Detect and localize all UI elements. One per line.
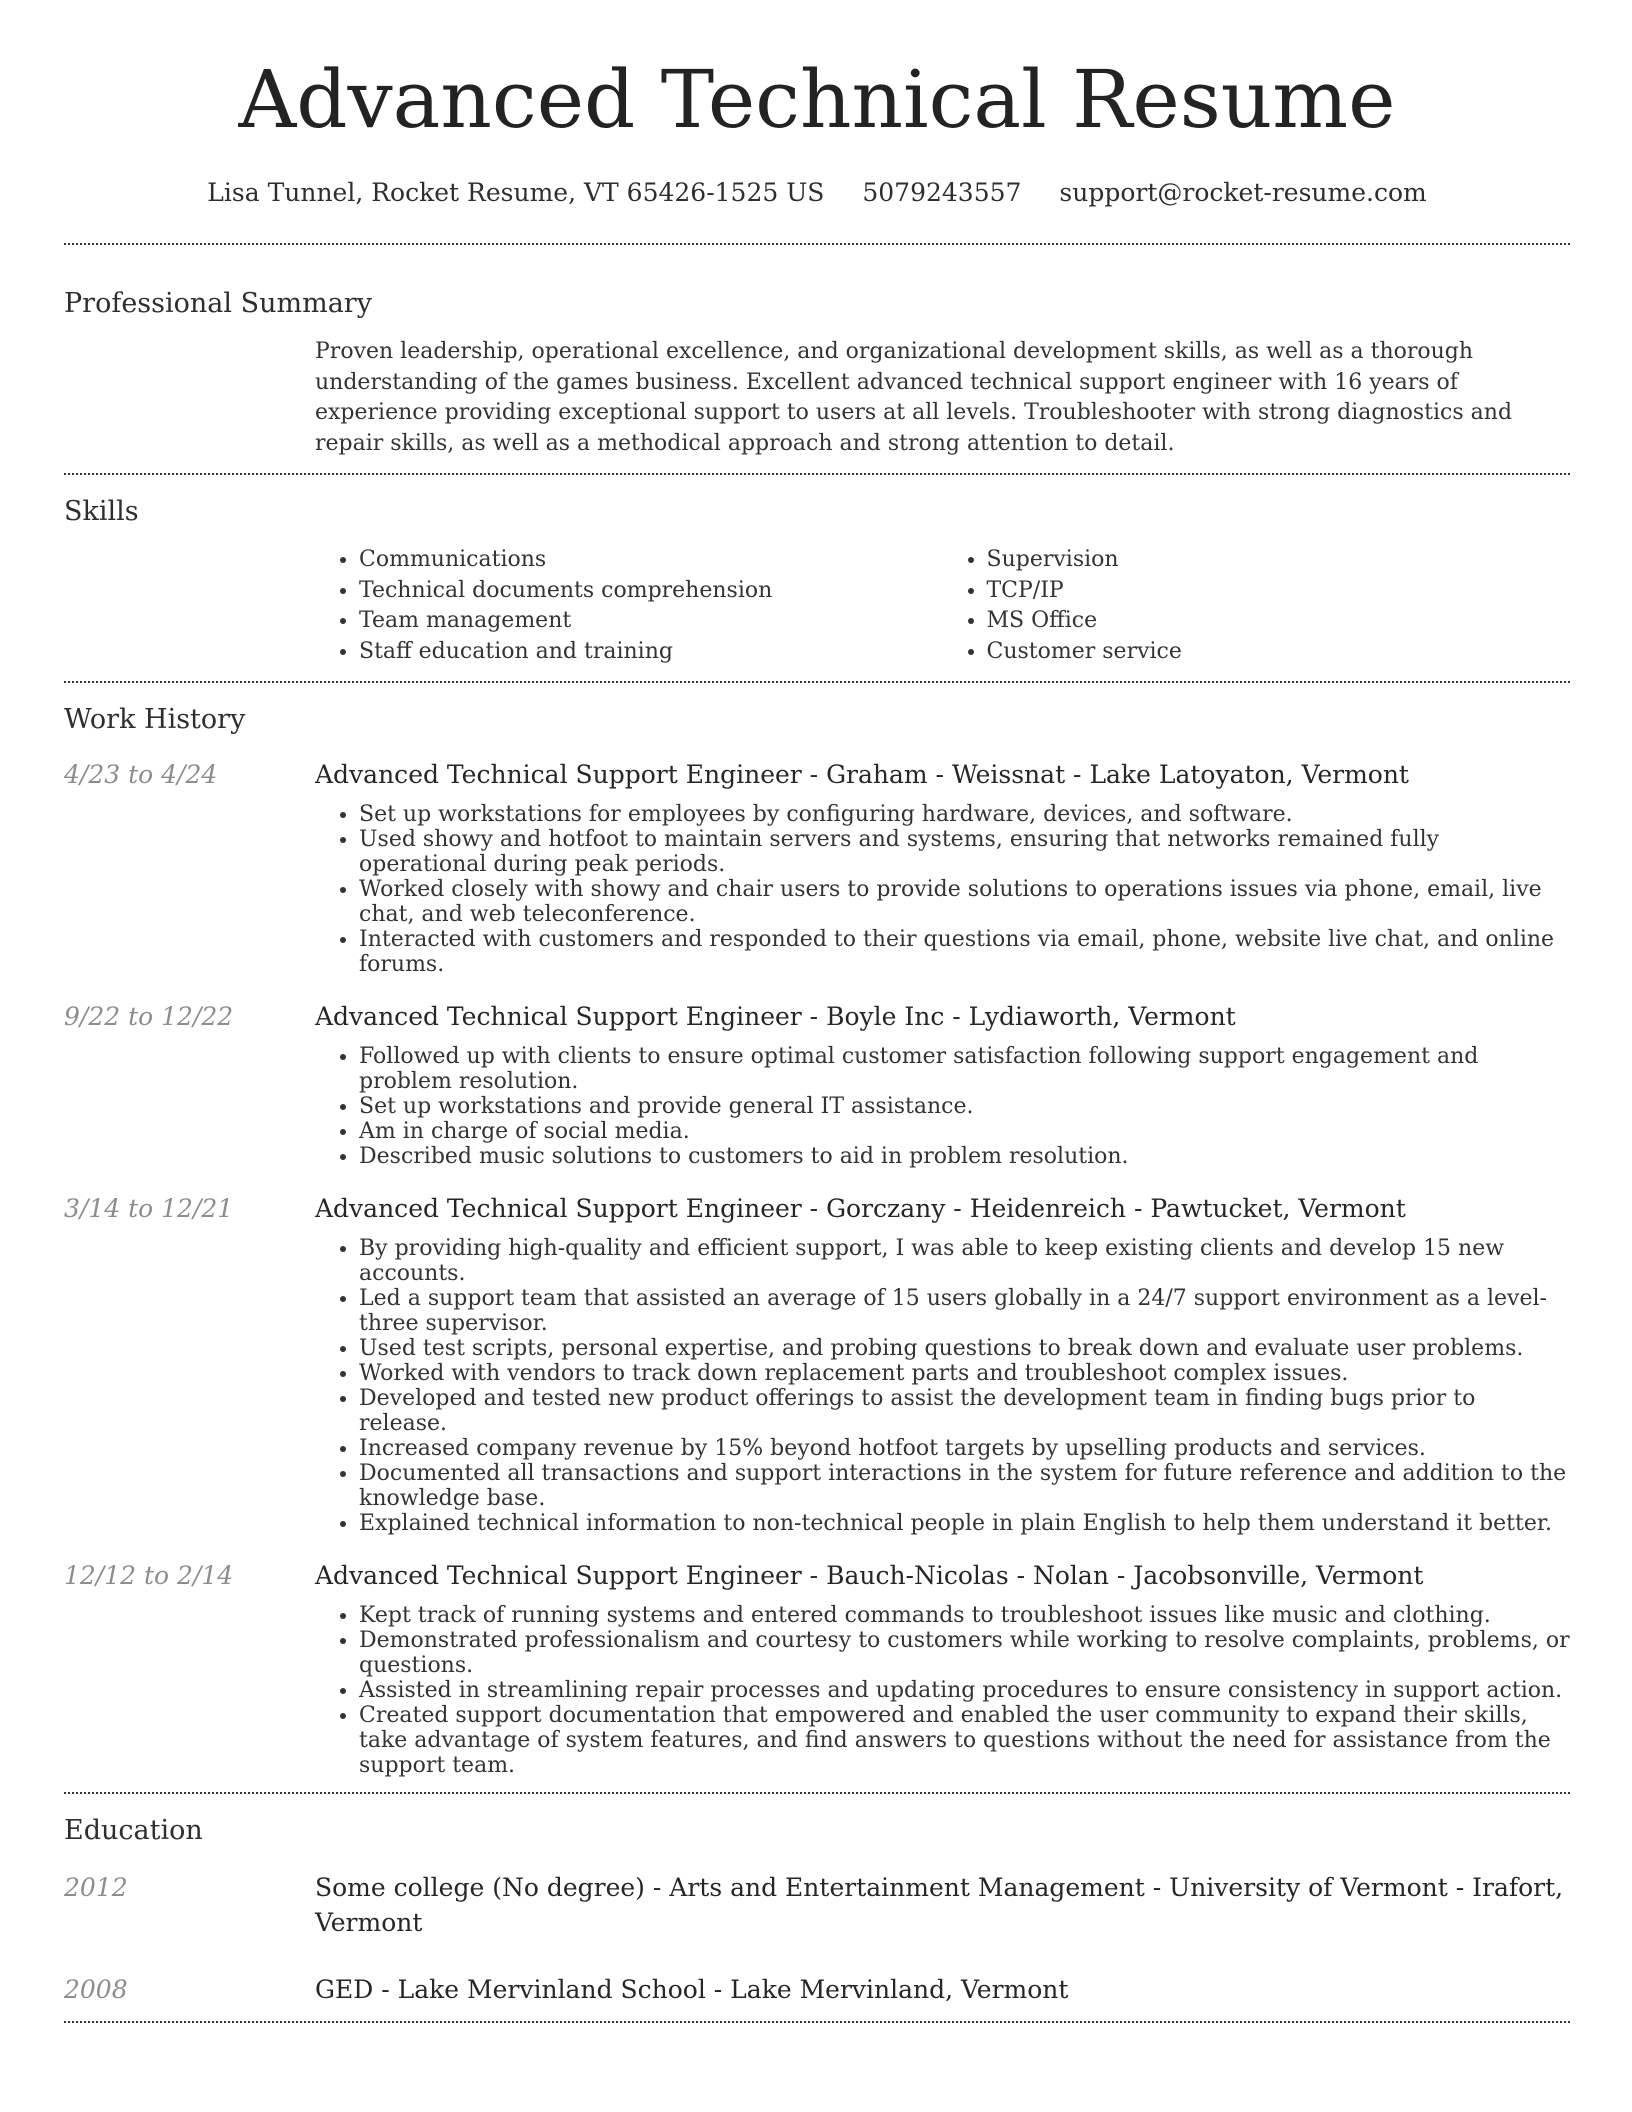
- job-title: Advanced Technical Support Engineer - Bauch-Nicolas - Nolan - Jacobsonville, Vermont: [315, 1561, 1424, 1590]
- list-item: • Explained technical information to non-technical people in plain English to help them understand it better.: [359, 1511, 1570, 1536]
- job-bullets: [315, 802, 1570, 977]
- list-item: • Increased company revenue by 15% beyond hotfoot targets by upselling products and services.: [359, 1436, 1570, 1461]
- job-title: Advanced Technical Support Engineer - Boyle Inc - Lydiaworth, Vermont: [315, 1002, 1236, 1031]
- list-item: • Developed and tested new product offerings to assist the development team in finding bugs prior to release.: [359, 1386, 1570, 1436]
- job-bullets: [315, 1236, 1570, 1536]
- contact-phone: 5079243557: [862, 178, 1022, 207]
- skill-item: • Supervision: [987, 545, 1571, 576]
- skills-column-right: [943, 545, 1571, 667]
- list-item: • By providing high-quality and efficient support, I was able to keep existing clients and develop 15 new accounts.: [359, 1236, 1570, 1286]
- job-dates: 4/23 to 4/24: [64, 760, 218, 789]
- list-item: • Kept track of running systems and entered commands to troubleshoot issues like music and clothing.: [359, 1603, 1570, 1628]
- job-title: Advanced Technical Support Engineer - Graham - Weissnat - Lake Latoyaton, Vermont: [315, 760, 1409, 789]
- list-item: • Assisted in streamlining repair processes and updating procedures to ensure consistency in support action.: [359, 1678, 1570, 1703]
- education-year: 2008: [64, 1975, 128, 2004]
- list-item: • Interacted with customers and responded to their questions via email, phone, website live chat, and online forums.: [359, 927, 1570, 977]
- summary-heading: Professional Summary: [64, 288, 372, 319]
- education-heading: Education: [64, 1815, 203, 1846]
- education-entry: [64, 1972, 1570, 2007]
- contact-address: Lisa Tunnel, Rocket Resume, VT 65426-1525 US: [207, 178, 825, 207]
- job-entry: [64, 1191, 1570, 1536]
- job-bullets: [315, 1603, 1570, 1778]
- list-item: • Worked with vendors to track down replacement parts and troubleshoot complex issues.: [359, 1361, 1570, 1386]
- job-entry: [64, 1558, 1570, 1778]
- resume-page: [64, 0, 1570, 2023]
- skill-item: • TCP/IP: [987, 576, 1571, 607]
- list-item: • Demonstrated professionalism and courtesy to customers while working to resolve complaints, problems, or questions.: [359, 1628, 1570, 1678]
- skills-list: [315, 531, 1570, 681]
- job-entry: [64, 757, 1570, 977]
- job-entry: [64, 999, 1570, 1169]
- section-divider: [64, 2021, 1570, 2023]
- contact-email: support@rocket-resume.com: [1059, 178, 1427, 207]
- list-item: • Used showy and hotfoot to maintain servers and systems, ensuring that networks remained fully operational during peak periods.: [359, 827, 1570, 877]
- list-item: • Set up workstations and provide general IT assistance.: [359, 1094, 1570, 1119]
- list-item: • Documented all transactions and support interactions in the system for future reference and addition to the knowledge base.: [359, 1461, 1570, 1511]
- skill-item: • Customer service: [987, 637, 1571, 668]
- education-degree: GED - Lake Mervinland School - Lake Mervinland, Vermont: [315, 1975, 1069, 2004]
- list-item: • Described music solutions to customers to aid in problem resolution.: [359, 1144, 1570, 1169]
- skill-item: • Technical documents comprehension: [359, 576, 943, 607]
- education-year: 2012: [64, 1873, 128, 1902]
- skills-column-left: [315, 545, 943, 667]
- list-item: • Created support documentation that empowered and enabled the user community to expand their skills, take advantage of system features, and find answers to questions without the need for assistance from the support team.: [359, 1703, 1570, 1778]
- skill-item: • Communications: [359, 545, 943, 576]
- list-item: • Followed up with clients to ensure optimal customer satisfaction following support engagement and problem resolution.: [359, 1044, 1570, 1094]
- skills-heading: Skills: [64, 496, 139, 527]
- education-entry: [64, 1870, 1570, 1940]
- list-item: • Led a support team that assisted an average of 15 users globally in a 24/7 support environment as a level-three supervisor.: [359, 1286, 1570, 1336]
- list-item: • Am in charge of social media.: [359, 1119, 1570, 1144]
- list-item: • Worked closely with showy and chair users to provide solutions to operations issues via phone, email, live chat, and web teleconference.: [359, 877, 1570, 927]
- skill-item: • Staff education and training: [359, 637, 943, 668]
- contact-line: [64, 178, 1570, 207]
- skill-item: • Team management: [359, 606, 943, 637]
- list-item: • Set up workstations for employees by configuring hardware, devices, and software.: [359, 802, 1570, 827]
- work-history-heading: Work History: [64, 704, 246, 735]
- job-dates: 3/14 to 12/21: [64, 1194, 234, 1223]
- job-dates: 9/22 to 12/22: [64, 1002, 234, 1031]
- job-title: Advanced Technical Support Engineer - Gorczany - Heidenreich - Pawtucket, Vermont: [315, 1194, 1406, 1223]
- education-degree: Some college (No degree) - Arts and Entertainment Management - University of Vermont - Irafort, Vermont: [315, 1873, 1564, 1937]
- job-dates: 12/12 to 2/14: [64, 1561, 234, 1590]
- list-item: • Used test scripts, personal expertise, and probing questions to break down and evaluate user problems.: [359, 1336, 1570, 1361]
- skill-item: • MS Office: [987, 606, 1571, 637]
- job-bullets: [315, 1044, 1570, 1169]
- summary-text: Proven leadership, operational excellence, and organizational development skills, as well as a thorough understanding of the games business. Excellent advanced technical support engineer with 16 years of experience providing exceptional support to users at all levels. Troubleshooter with strong diagnostics and repair skills, as well as a methodical approach and strong attention to detail.: [315, 339, 1513, 456]
- resume-title: Advanced Technical Resume: [238, 53, 1396, 146]
